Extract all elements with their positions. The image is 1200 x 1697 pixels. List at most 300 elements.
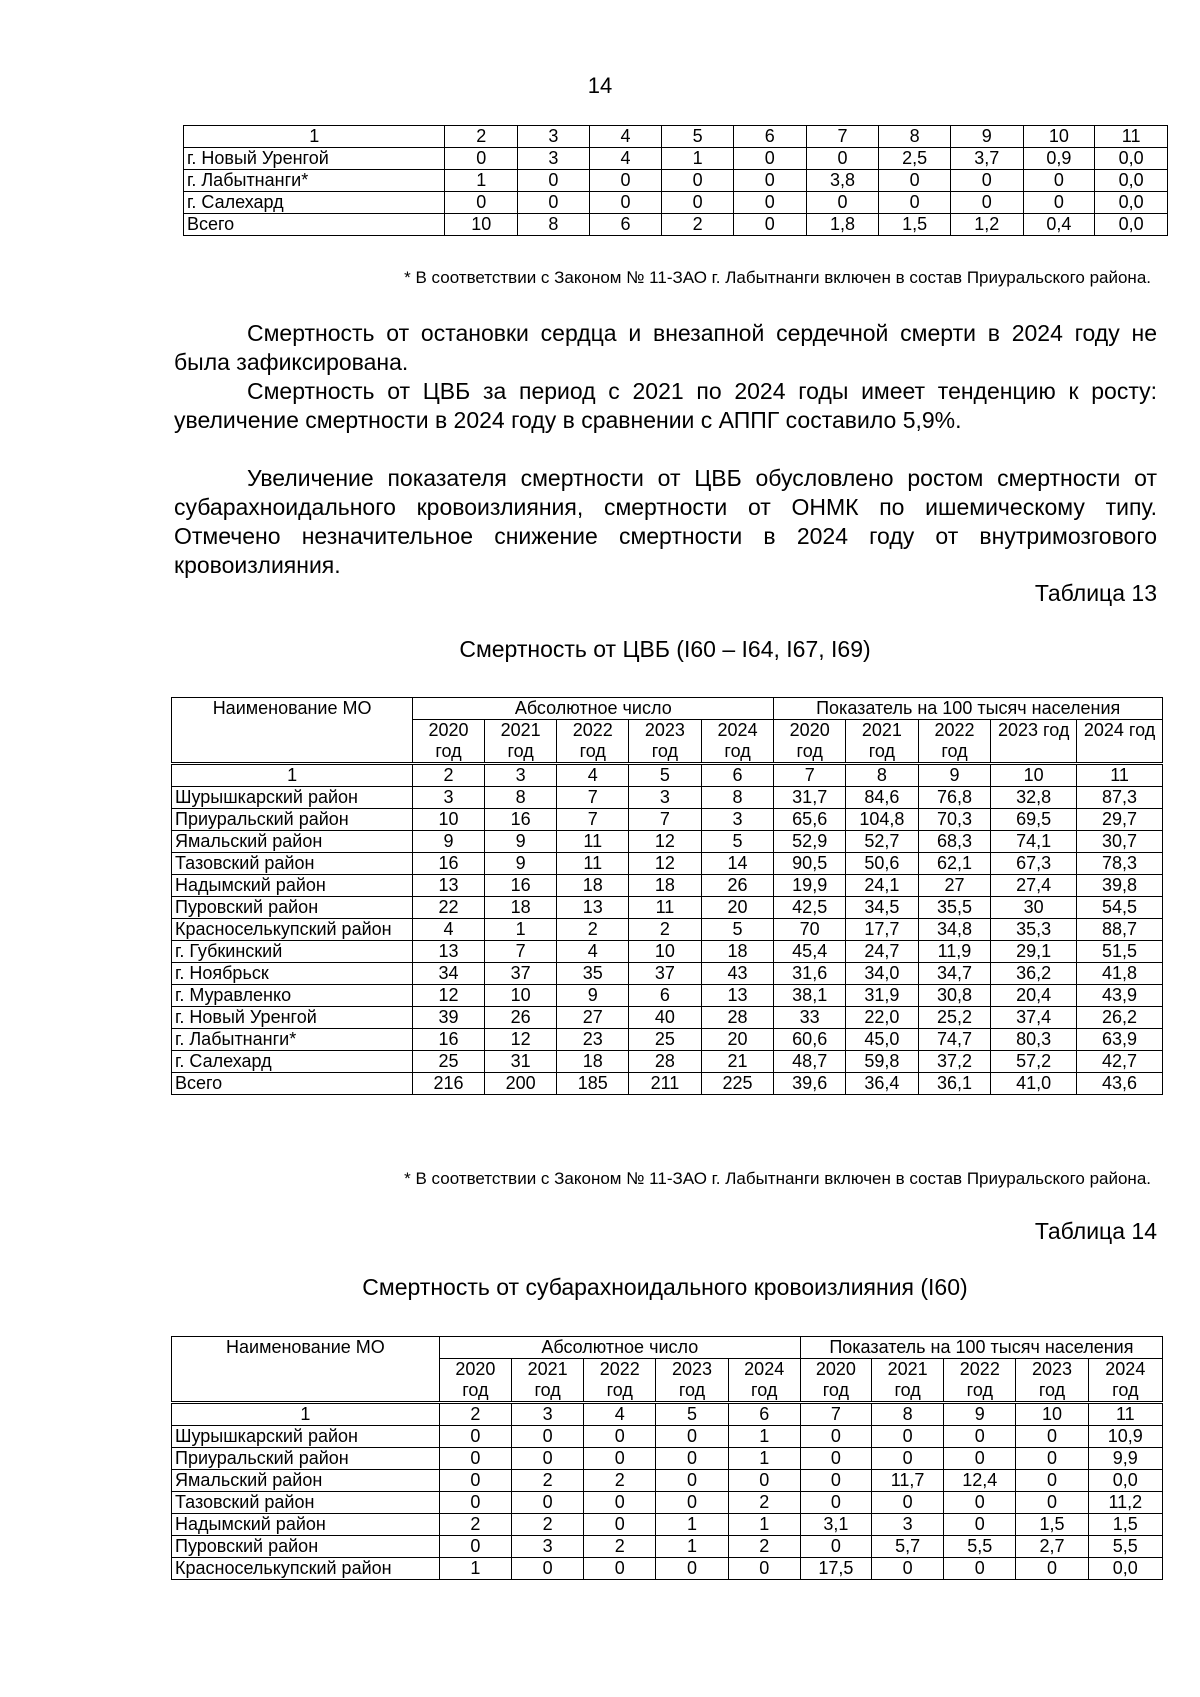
table-cell: 36,2 — [991, 963, 1077, 985]
row-label: г. Новый Уренгой — [172, 1007, 413, 1029]
table-cell: 216 — [413, 1073, 485, 1095]
table-cell: 0 — [872, 1426, 944, 1448]
table-cell: 26,2 — [1077, 1007, 1163, 1029]
table-cell: 0,0 — [1095, 170, 1168, 192]
table-cell: 4 — [557, 941, 629, 963]
table-cell: 12,4 — [944, 1470, 1016, 1492]
table-cell: 0 — [662, 170, 734, 192]
table-cell: 17,7 — [846, 919, 919, 941]
table-cell: 7 — [484, 941, 557, 963]
table-cell: 2 — [439, 1514, 511, 1536]
year-header: 2020 год — [413, 720, 485, 764]
table-cell: 37 — [629, 963, 702, 985]
table-cell: 8 — [484, 787, 557, 809]
table-cell: 0 — [879, 192, 951, 214]
table-cell: 57,2 — [991, 1051, 1077, 1073]
table-cell: 3 — [629, 787, 702, 809]
column-number: 2 — [445, 126, 518, 148]
table-cell: 1 — [439, 1558, 511, 1580]
table14-label: Таблица 14 — [1034, 1218, 1157, 1244]
table-cell: 2 — [728, 1536, 800, 1558]
table-cell: 20,4 — [991, 985, 1077, 1007]
table-row — [172, 1007, 1163, 1029]
table-cell: 0 — [1016, 1492, 1088, 1514]
table-row — [172, 941, 1163, 963]
year-header: 2023 год — [629, 720, 702, 764]
column-number: 2 — [439, 1403, 511, 1426]
table-number-row — [172, 1403, 1163, 1426]
table-cell: 65,6 — [774, 809, 846, 831]
table-cell: 18 — [484, 897, 557, 919]
table-cell: 6 — [629, 985, 702, 1007]
table-cell: 18 — [629, 875, 702, 897]
column-number: 1 — [172, 1403, 440, 1426]
table-cell: 0,0 — [1095, 192, 1168, 214]
row-label: г. Губкинский — [172, 941, 413, 963]
column-number: 10 — [991, 764, 1077, 787]
table-cell: 0 — [872, 1448, 944, 1470]
table-cell: 60,6 — [774, 1029, 846, 1051]
table-cell: 18 — [701, 941, 774, 963]
table-cell: 41,0 — [991, 1073, 1077, 1095]
table-row — [184, 192, 1168, 214]
table-cell: 67,3 — [991, 853, 1077, 875]
table-row — [172, 1492, 1163, 1514]
column-number: 10 — [1016, 1403, 1088, 1426]
table14-title: Смертность от субарахноидального кровоизлияния (I60) — [362, 1274, 968, 1300]
year-header: 2020 год — [800, 1359, 871, 1403]
column-number: 7 — [774, 764, 846, 787]
table-cell: 0,0 — [1088, 1558, 1162, 1580]
table-cell: 2 — [629, 919, 702, 941]
table-cell: 37,4 — [991, 1007, 1077, 1029]
table-cell: 30 — [991, 897, 1077, 919]
table-cell: 0,4 — [1023, 214, 1095, 236]
table-row — [172, 1558, 1163, 1580]
table-cell: 0 — [439, 1470, 511, 1492]
table-cell: 42,7 — [1077, 1051, 1163, 1073]
table-cell: 0 — [806, 192, 879, 214]
column-number: 4 — [589, 126, 662, 148]
table-cell: 1,5 — [1088, 1514, 1162, 1536]
table-cell: 35,5 — [918, 897, 991, 919]
table-cell: 10 — [445, 214, 518, 236]
table-cell: 25 — [413, 1051, 485, 1073]
table-cell: 0 — [584, 1492, 656, 1514]
year-header: 2024 год — [701, 720, 774, 764]
table-cell: 0 — [733, 214, 806, 236]
table-cell: 30,8 — [918, 985, 991, 1007]
table-cell: 9,9 — [1088, 1448, 1162, 1470]
table-cell: 27,4 — [991, 875, 1077, 897]
table-cell: 0 — [1023, 192, 1095, 214]
table-cell: 2,7 — [1016, 1536, 1088, 1558]
table-cell: 23 — [557, 1029, 629, 1051]
table-cell: 62,1 — [918, 853, 991, 875]
table-cell: 16 — [484, 875, 557, 897]
table-cell: 13 — [413, 875, 485, 897]
table-cell: 21 — [701, 1051, 774, 1073]
table-cell: 29,7 — [1077, 809, 1163, 831]
table-cell: 34,5 — [846, 897, 919, 919]
table-cell: 39,6 — [774, 1073, 846, 1095]
table-cell: 1,2 — [950, 214, 1023, 236]
table-cell: 31,9 — [846, 985, 919, 1007]
table-cell: 9 — [484, 831, 557, 853]
table-cell: 9 — [413, 831, 485, 853]
table-cell: 5,5 — [944, 1536, 1016, 1558]
column-number: 11 — [1077, 764, 1163, 787]
table-row — [172, 1073, 1163, 1095]
table-cell: 3 — [872, 1514, 944, 1536]
table-cell: 0 — [584, 1558, 656, 1580]
table-cell: 0 — [656, 1492, 728, 1514]
table-cell: 0 — [800, 1448, 871, 1470]
table-cell: 1 — [728, 1514, 800, 1536]
row-label: Шурышкарский район — [172, 1426, 440, 1448]
column-number: 6 — [728, 1403, 800, 1426]
table-cell: 0 — [1016, 1426, 1088, 1448]
table-cell: 185 — [557, 1073, 629, 1095]
group-header-rate: Показатель на 100 тысяч населения — [774, 698, 1163, 720]
column-number: 6 — [701, 764, 774, 787]
table-cell: 10 — [413, 809, 485, 831]
table-cell: 40 — [629, 1007, 702, 1029]
table-cell: 3 — [511, 1536, 583, 1558]
table-cell: 2,5 — [879, 148, 951, 170]
table-row — [172, 1514, 1163, 1536]
year-header: 2023 год — [1016, 1359, 1088, 1403]
table-cell: 0 — [1016, 1558, 1088, 1580]
table-cell: 42,5 — [774, 897, 846, 919]
table-cell: 5,5 — [1088, 1536, 1162, 1558]
table-cell: 25 — [629, 1029, 702, 1051]
table-cell: 2 — [584, 1470, 656, 1492]
group-header-absolute: Абсолютное число — [413, 698, 774, 720]
table-cell: 43 — [701, 963, 774, 985]
table-cell: 104,8 — [846, 809, 919, 831]
row-label: г. Лабытнанги* — [184, 170, 445, 192]
table-cell: 52,9 — [774, 831, 846, 853]
year-header: 2021 год — [484, 720, 557, 764]
table-cell: 39 — [413, 1007, 485, 1029]
column-number: 11 — [1088, 1403, 1162, 1426]
table-cell: 39,8 — [1077, 875, 1163, 897]
table-cell: 0 — [879, 170, 951, 192]
table-cell: 0 — [944, 1426, 1016, 1448]
table-cell: 18 — [557, 875, 629, 897]
table-cell: 48,7 — [774, 1051, 846, 1073]
table-cell: 0 — [944, 1558, 1016, 1580]
table-cell: 2 — [511, 1514, 583, 1536]
table-cell: 22,0 — [846, 1007, 919, 1029]
group-header-absolute: Абсолютное число — [439, 1337, 800, 1359]
table-cell: 13 — [557, 897, 629, 919]
table-cell: 34 — [413, 963, 485, 985]
table-cell: 0 — [584, 1448, 656, 1470]
year-header: 2023 год — [656, 1359, 728, 1403]
table-cell: 27 — [918, 875, 991, 897]
table-cell: 2 — [511, 1470, 583, 1492]
year-header: 2024 год — [1077, 720, 1163, 764]
column-number: 11 — [1095, 126, 1168, 148]
table-row — [184, 148, 1168, 170]
table-cell: 11 — [557, 831, 629, 853]
table-cell: 18 — [557, 1051, 629, 1073]
table-cell: 3,1 — [800, 1514, 871, 1536]
table-cell: 26 — [484, 1007, 557, 1029]
table-cell: 12 — [413, 985, 485, 1007]
table-cell: 0 — [511, 1558, 583, 1580]
table13-label: Таблица 13 — [1034, 580, 1157, 606]
table13-title: Смертность от ЦВБ (I60 – I64, I67, I69) — [459, 636, 871, 662]
table-cell: 0 — [439, 1426, 511, 1448]
table-cell: 10 — [484, 985, 557, 1007]
table-cell: 0 — [656, 1448, 728, 1470]
table-cell: 52,7 — [846, 831, 919, 853]
table-cell: 25,2 — [918, 1007, 991, 1029]
table-cell: 74,1 — [991, 831, 1077, 853]
table-cell: 36,1 — [918, 1073, 991, 1095]
table-cell: 12 — [484, 1029, 557, 1051]
table-cell: 35 — [557, 963, 629, 985]
table-cell: 3,7 — [950, 148, 1023, 170]
table-cell: 11,2 — [1088, 1492, 1162, 1514]
footnote-2: * В соответствии с Законом № 11-ЗАО г. Лабытнанги включен в состав Приуральского района. — [404, 1169, 1151, 1188]
row-label: Приуральский район — [172, 1448, 440, 1470]
group-header-rate: Показатель на 100 тысяч населения — [800, 1337, 1162, 1359]
table-cell: 35,3 — [991, 919, 1077, 941]
table-number-row — [172, 764, 1163, 787]
table-cell: 11,9 — [918, 941, 991, 963]
table-cell: 68,3 — [918, 831, 991, 853]
table-cell: 3 — [413, 787, 485, 809]
table-cell: 11,7 — [872, 1470, 944, 1492]
table-cell: 87,3 — [1077, 787, 1163, 809]
table-cell: 0 — [800, 1426, 871, 1448]
table-cell: 7 — [629, 809, 702, 831]
table-cell: 38,1 — [774, 985, 846, 1007]
year-header: 2021 год — [846, 720, 919, 764]
table-cell: 74,7 — [918, 1029, 991, 1051]
row-label: Всего — [184, 214, 445, 236]
table-cell: 0 — [518, 192, 590, 214]
table-cell: 12 — [629, 853, 702, 875]
row-label: г. Новый Уренгой — [184, 148, 445, 170]
table-number-row — [184, 126, 1168, 148]
row-label: Надымский район — [172, 1514, 440, 1536]
table-cell: 8 — [701, 787, 774, 809]
column-number: 6 — [733, 126, 806, 148]
table-cell: 0 — [1016, 1470, 1088, 1492]
table-cell: 1 — [728, 1448, 800, 1470]
table-cell: 59,8 — [846, 1051, 919, 1073]
table-cell: 12 — [629, 831, 702, 853]
table-cell: 0 — [656, 1558, 728, 1580]
table-cell: 1,5 — [1016, 1514, 1088, 1536]
table-cell: 0 — [662, 192, 734, 214]
row-label: Приуральский район — [172, 809, 413, 831]
table-cell: 37 — [484, 963, 557, 985]
table-cell: 1,5 — [879, 214, 951, 236]
column-number: 10 — [1023, 126, 1095, 148]
table-cell: 11 — [629, 897, 702, 919]
column-number: 3 — [518, 126, 590, 148]
column-number: 7 — [800, 1403, 871, 1426]
table-cell: 36,4 — [846, 1073, 919, 1095]
table-cell: 28 — [629, 1051, 702, 1073]
table-cell: 90,5 — [774, 853, 846, 875]
table-cell: 20 — [701, 1029, 774, 1051]
table-row — [172, 1426, 1163, 1448]
column-number: 7 — [806, 126, 879, 148]
table-cell: 10 — [629, 941, 702, 963]
table-cell: 50,6 — [846, 853, 919, 875]
table-cell: 22 — [413, 897, 485, 919]
table-cell: 1 — [445, 170, 518, 192]
table-cell: 45,0 — [846, 1029, 919, 1051]
table-cell: 1 — [656, 1536, 728, 1558]
table-cell: 78,3 — [1077, 853, 1163, 875]
table-cell: 0 — [511, 1448, 583, 1470]
table-cell: 0 — [800, 1536, 871, 1558]
table-cell: 211 — [629, 1073, 702, 1095]
table-cell: 0 — [656, 1426, 728, 1448]
table-cell: 5,7 — [872, 1536, 944, 1558]
table-cell: 0,0 — [1095, 214, 1168, 236]
row-label: Надымский район — [172, 875, 413, 897]
table-cell: 28 — [701, 1007, 774, 1029]
table-cell: 54,5 — [1077, 897, 1163, 919]
table-cell: 1 — [656, 1514, 728, 1536]
table-cell: 1 — [728, 1426, 800, 1448]
table-cell: 34,0 — [846, 963, 919, 985]
table-row — [184, 170, 1168, 192]
table-cell: 27 — [557, 1007, 629, 1029]
table-cell: 0 — [944, 1492, 1016, 1514]
table-cell: 200 — [484, 1073, 557, 1095]
table-cell: 43,6 — [1077, 1073, 1163, 1095]
year-header: 2020 год — [439, 1359, 511, 1403]
column-number: 9 — [944, 1403, 1016, 1426]
table-cell: 0 — [439, 1448, 511, 1470]
table-row — [172, 1536, 1163, 1558]
table-cell: 2 — [662, 214, 734, 236]
table-row — [172, 1051, 1163, 1073]
table-cell: 84,6 — [846, 787, 919, 809]
table-cell: 0 — [656, 1470, 728, 1492]
table-row — [172, 897, 1163, 919]
table-cell: 0 — [439, 1492, 511, 1514]
table-cell: 41,8 — [1077, 963, 1163, 985]
column-number: 1 — [184, 126, 445, 148]
row-label: Красноселькупский район — [172, 919, 413, 941]
table-cell: 7 — [557, 787, 629, 809]
header-row — [172, 698, 1163, 720]
table-row — [172, 919, 1163, 941]
table-cell: 14 — [701, 853, 774, 875]
table-cell: 31,7 — [774, 787, 846, 809]
table-cell: 9 — [484, 853, 557, 875]
table-cell: 0 — [728, 1558, 800, 1580]
table-cell: 13 — [413, 941, 485, 963]
table-cell: 20 — [701, 897, 774, 919]
year-header: 2022 год — [944, 1359, 1016, 1403]
table-cell: 88,7 — [1077, 919, 1163, 941]
table-cell: 0 — [1016, 1448, 1088, 1470]
table-cell: 0 — [728, 1470, 800, 1492]
year-header: 2024 год — [728, 1359, 800, 1403]
table-row — [172, 1029, 1163, 1051]
table-cell: 0,0 — [1088, 1470, 1162, 1492]
table-cell: 24,7 — [846, 941, 919, 963]
table-cell: 31,6 — [774, 963, 846, 985]
table-cell: 5 — [701, 919, 774, 941]
table-cell: 31 — [484, 1051, 557, 1073]
table-cell: 1 — [662, 148, 734, 170]
table-cell: 0 — [872, 1558, 944, 1580]
table-cell: 16 — [413, 1029, 485, 1051]
table-row — [172, 787, 1163, 809]
table-cell: 0 — [511, 1492, 583, 1514]
table-row — [172, 809, 1163, 831]
table-cell: 3,8 — [806, 170, 879, 192]
year-header: 2022 год — [918, 720, 991, 764]
table-cell: 0,9 — [1023, 148, 1095, 170]
table-cell: 7 — [557, 809, 629, 831]
table-cell: 0 — [950, 192, 1023, 214]
table-cell: 0 — [584, 1514, 656, 1536]
column-number: 3 — [484, 764, 557, 787]
table-cell: 16 — [413, 853, 485, 875]
table-cell: 70 — [774, 919, 846, 941]
table-cell: 30,7 — [1077, 831, 1163, 853]
table-cell: 76,8 — [918, 787, 991, 809]
header-row — [172, 1337, 1163, 1359]
table-cell: 69,5 — [991, 809, 1077, 831]
table-cell: 29,1 — [991, 941, 1077, 963]
col-name-header: Наименование МО — [172, 698, 413, 764]
continued-table — [183, 125, 1168, 236]
table-cell: 0 — [584, 1426, 656, 1448]
table-cell: 0 — [944, 1448, 1016, 1470]
year-header: 2020 год — [774, 720, 846, 764]
row-label: Всего — [172, 1073, 413, 1095]
column-number: 2 — [413, 764, 485, 787]
table13 — [171, 697, 1163, 1095]
row-label: Пуровский район — [172, 1536, 440, 1558]
table-cell: 33 — [774, 1007, 846, 1029]
table-row — [172, 963, 1163, 985]
row-label: Ямальский район — [172, 831, 413, 853]
table-row — [172, 1448, 1163, 1470]
row-label: г. Ноябрьск — [172, 963, 413, 985]
year-header: 2022 год — [584, 1359, 656, 1403]
table-cell: 0 — [800, 1470, 871, 1492]
table-cell: 0 — [589, 170, 662, 192]
table-cell: 16 — [484, 809, 557, 831]
table-cell: 0 — [518, 170, 590, 192]
table-cell: 0 — [439, 1536, 511, 1558]
table-row — [184, 214, 1168, 236]
table-cell: 6 — [589, 214, 662, 236]
table-cell: 51,5 — [1077, 941, 1163, 963]
footnote: * В соответствии с Законом № 11-ЗАО г. Лабытнанги включен в состав Приуральского района. — [404, 268, 1151, 287]
row-label: Тазовский район — [172, 1492, 440, 1514]
table-cell: 24,1 — [846, 875, 919, 897]
row-label: г. Салехард — [172, 1051, 413, 1073]
row-label: Тазовский район — [172, 853, 413, 875]
